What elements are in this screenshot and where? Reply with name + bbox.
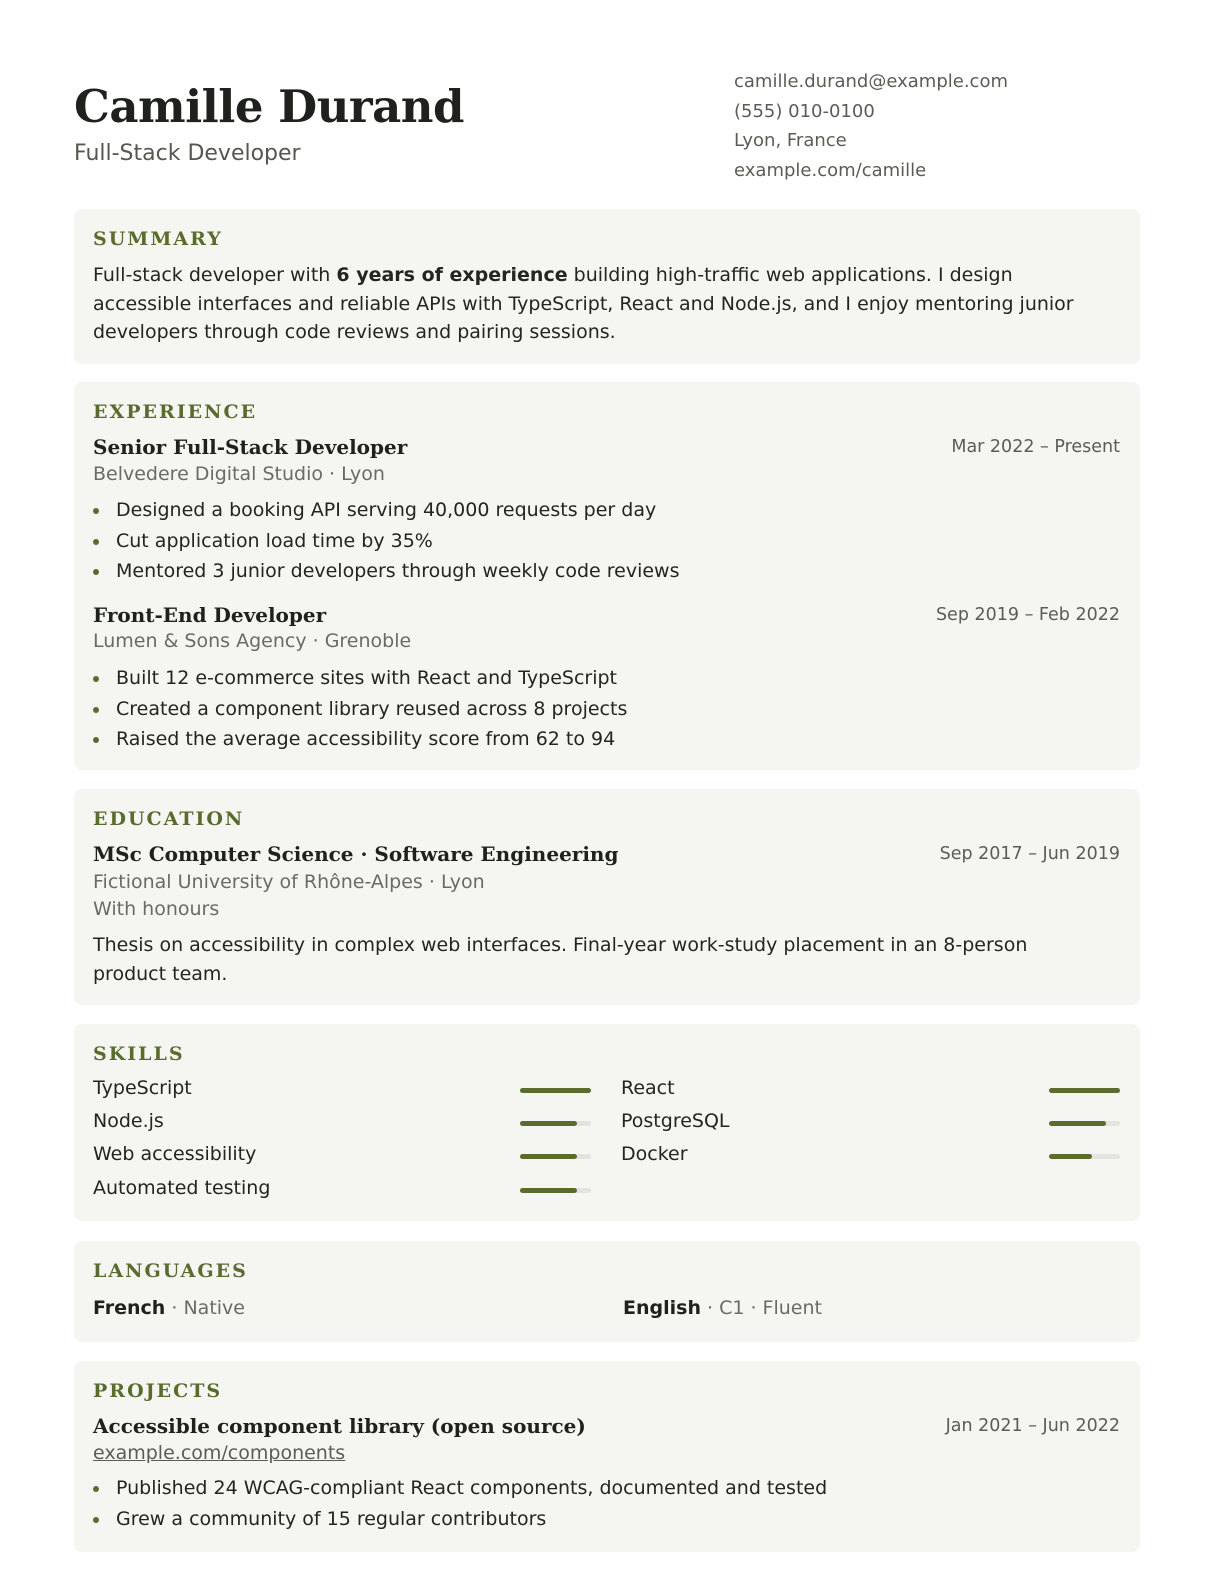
project-date: Jan 2021 – Jun 2022 xyxy=(945,1416,1120,1436)
section-title: LANGUAGES xyxy=(93,1260,248,1282)
contact-phone: (555) 010-0100 xyxy=(734,100,875,122)
contact-website[interactable]: example.com/camille xyxy=(734,160,927,182)
job-title: Front-End Developer xyxy=(93,603,327,627)
language-name: French xyxy=(93,1297,166,1319)
skill-level-bar xyxy=(1049,1088,1120,1093)
section-title: EDUCATION xyxy=(93,808,245,830)
projects-section xyxy=(74,1361,1140,1552)
skill-name: React xyxy=(621,1077,675,1099)
candidate-role: Full-Stack Developer xyxy=(74,141,301,166)
list-item: Mentored 3 junior developers through weekly code reviews xyxy=(93,556,680,587)
skill-name: Node.js xyxy=(93,1110,164,1133)
education-section xyxy=(74,789,1140,1005)
job-date: Mar 2022 – Present xyxy=(951,437,1120,457)
language-name: English xyxy=(623,1297,701,1319)
skill-level-fill xyxy=(520,1154,577,1159)
degree-title: MSc Computer Science · Software Engineering xyxy=(93,842,619,866)
skill-level-bar xyxy=(520,1088,591,1093)
skill-level-fill xyxy=(520,1121,577,1126)
skill-level-fill xyxy=(520,1088,591,1093)
skills-section xyxy=(74,1024,1140,1221)
honours: With honours xyxy=(93,898,220,920)
list-item: Grew a community of 15 regular contributors xyxy=(93,1504,827,1535)
job-bullets xyxy=(93,663,627,755)
skill-level-bar xyxy=(520,1121,591,1126)
list-item: Designed a booking API serving 40,000 requests per day xyxy=(93,495,680,526)
skill-level-bar xyxy=(1049,1121,1120,1126)
education-date: Sep 2017 – Jun 2019 xyxy=(939,844,1120,864)
summary-section xyxy=(74,209,1140,364)
job-date: Sep 2019 – Feb 2022 xyxy=(935,605,1120,625)
job-company: Lumen & Sons Agency · Grenoble xyxy=(93,630,412,652)
skill-name: PostgreSQL xyxy=(621,1110,730,1133)
school-name: Fictional University of Rhône-Alpes · Lyon xyxy=(93,871,485,893)
list-item: Created a component library reused across 8 projects xyxy=(93,694,627,725)
summary-highlight: 6 years of experience xyxy=(336,264,568,286)
list-item: Built 12 e-commerce sites with React and TypeScript xyxy=(93,663,627,694)
language-item xyxy=(623,1297,822,1319)
experience-section xyxy=(74,382,1140,770)
list-item: Raised the average accessibility score from 62 to 94 xyxy=(93,724,627,755)
skill-name: Automated testing xyxy=(93,1176,271,1199)
skill-level-bar xyxy=(520,1188,591,1193)
skill-level-bar xyxy=(1049,1154,1120,1159)
project-title: Accessible component library (open source) xyxy=(93,1414,586,1438)
job-bullets xyxy=(93,495,680,587)
skill-name: TypeScript xyxy=(93,1077,192,1099)
skill-level-bar xyxy=(520,1154,591,1159)
project-link[interactable]: example.com/components xyxy=(93,1442,346,1464)
candidate-name: Camille Durand xyxy=(74,80,464,133)
skill-level-fill xyxy=(520,1188,577,1193)
language-level: · C1 · Fluent xyxy=(700,1297,822,1319)
project-bullets xyxy=(93,1473,827,1534)
section-title: SUMMARY xyxy=(93,228,223,250)
list-item: Cut application load time by 35% xyxy=(93,526,680,557)
language-item xyxy=(93,1297,245,1319)
skill-level-fill xyxy=(1049,1154,1092,1159)
languages-section xyxy=(74,1241,1140,1342)
skill-level-fill xyxy=(1049,1121,1106,1126)
skill-level-fill xyxy=(1049,1088,1120,1093)
education-description: Thesis on accessibility in complex web interfaces. Final-year work-study placement in an 8-person product team. xyxy=(93,934,1028,985)
section-title: SKILLS xyxy=(93,1043,185,1065)
resume-header xyxy=(74,60,1140,200)
skill-name: Docker xyxy=(621,1143,688,1166)
job-title: Senior Full-Stack Developer xyxy=(93,435,408,459)
summary-text: Full-stack developer with 6 years of experience building high-traffic web applications. I design accessible interfaces and reliable APIs with TypeScript, React and Node.js, and I enjoy mentoring junior developers through code reviews and pairing sessions. xyxy=(93,264,1074,343)
section-title: PROJECTS xyxy=(93,1380,223,1402)
language-level: · Native xyxy=(165,1297,245,1319)
contact-email[interactable]: camille.durand@example.com xyxy=(734,71,1008,92)
job-company: Belvedere Digital Studio · Lyon xyxy=(93,463,385,485)
skill-name: Web accessibility xyxy=(93,1143,257,1166)
section-title: EXPERIENCE xyxy=(93,401,258,423)
contact-location: Lyon, France xyxy=(734,130,847,152)
list-item: Published 24 WCAG-compliant React components, documented and tested xyxy=(93,1473,827,1504)
contact-block xyxy=(734,67,1074,186)
